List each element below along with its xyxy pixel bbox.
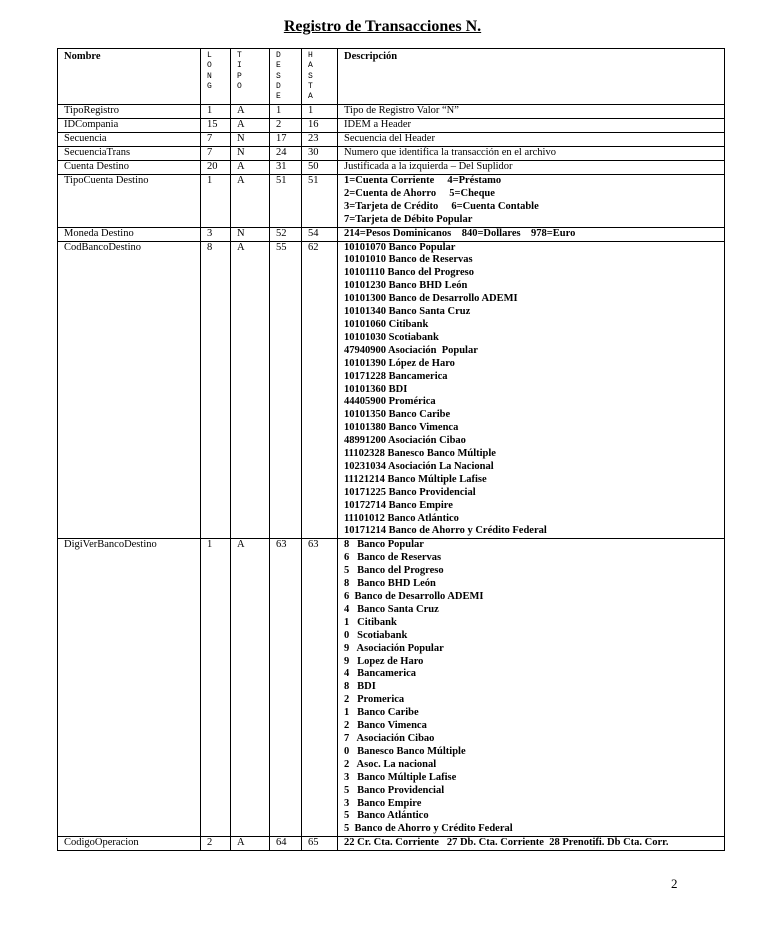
description-line: 8 Banco Popular	[344, 539, 424, 551]
description-line: 10101060 Citibank	[344, 318, 429, 330]
field-spec-table	[57, 48, 725, 851]
hasta-cell: 62	[302, 241, 338, 539]
page-number: 2	[671, 876, 678, 891]
field-name-cell: CodBancoDestino	[58, 241, 201, 539]
header-tipo	[231, 49, 270, 105]
header-hasta-letter: S	[308, 71, 313, 81]
field-name-cell: TipoRegistro	[58, 105, 201, 119]
description-line: 2=Cuenta de Ahorro 5=Cheque	[344, 187, 495, 199]
header-desde-letter: E	[276, 92, 281, 102]
description-line: 10101340 Banco Santa Cruz	[344, 306, 471, 318]
desde-cell: 55	[270, 241, 302, 539]
description-line: 3=Tarjeta de Crédito 6=Cuenta Contable	[344, 200, 539, 212]
description-line: 9 Lopez de Haro	[344, 655, 424, 667]
table-row	[58, 837, 725, 851]
description-line: 1 Citibank	[344, 616, 397, 628]
header-long-letter: O	[207, 61, 212, 71]
header-desde-letter: S	[276, 71, 281, 81]
description-cell	[338, 105, 725, 119]
tipo-cell: N	[231, 147, 270, 161]
table-body	[58, 105, 725, 851]
description-line: Numero que identifica la transacción en el archivo	[344, 147, 556, 159]
description-line: 4 Banco Santa Cruz	[344, 603, 439, 615]
long-cell: 15	[201, 119, 231, 133]
tipo-cell: A	[231, 119, 270, 133]
description-line: 4 Bancamerica	[344, 668, 417, 680]
description-line: 5 Banco de Ahorro y Crédito Federal	[344, 823, 513, 835]
desde-cell: 24	[270, 147, 302, 161]
header-long-letters	[207, 51, 230, 92]
long-cell: 1	[201, 175, 231, 228]
long-cell: 3	[201, 227, 231, 241]
description-line: 6 Banco de Desarrollo ADEMI	[344, 591, 484, 603]
header-desde-letter: E	[276, 61, 281, 71]
description-line: 214=Pesos Dominicanos 840=Dollares 978=Euro	[344, 227, 576, 239]
description-line: 48991200 Asociación Cibao	[344, 435, 466, 447]
long-cell: 2	[201, 837, 231, 851]
description-line: 10101300 Banco de Desarrollo ADEMI	[344, 293, 518, 305]
table-row	[58, 175, 725, 228]
table-header-row	[58, 49, 725, 105]
description-line: 2 Promerica	[344, 694, 405, 706]
description-line: 9 Asociación Popular	[344, 642, 444, 654]
field-name-cell: CodigoOperacion	[58, 837, 201, 851]
description-line: 10101360 BDI	[344, 383, 408, 395]
header-hasta-letter: H	[308, 51, 313, 60]
long-cell: 20	[201, 161, 231, 175]
desde-cell: 17	[270, 133, 302, 147]
hasta-cell: 51	[302, 175, 338, 228]
description-line: Tipo de Registro Valor “N”	[344, 105, 459, 117]
long-cell: 7	[201, 133, 231, 147]
field-name-cell: SecuenciaTrans	[58, 147, 201, 161]
description-line: 10171225 Banco Providencial	[344, 486, 476, 498]
header-desde-letters	[276, 51, 301, 102]
long-cell: 1	[201, 105, 231, 119]
field-name-cell: IDCompania	[58, 119, 201, 133]
field-name-cell: Moneda Destino	[58, 227, 201, 241]
header-hasta	[302, 49, 338, 105]
table-row	[58, 119, 725, 133]
hasta-cell: 16	[302, 119, 338, 133]
header-hasta-letter: T	[308, 81, 313, 91]
desde-cell: 63	[270, 539, 302, 837]
description-line: 2 Banco Vimenca	[344, 720, 427, 732]
description-line: 7 Asociación Cibao	[344, 732, 435, 744]
description-line: 1 Banco Caribe	[344, 707, 419, 719]
desde-cell: 64	[270, 837, 302, 851]
description-cell	[338, 175, 725, 228]
description-line: 10172714 Banco Empire	[344, 499, 453, 511]
field-name-cell: Secuencia	[58, 133, 201, 147]
table-row	[58, 105, 725, 119]
header-hasta-letter: A	[308, 92, 313, 102]
description-cell	[338, 539, 725, 837]
hasta-cell: 65	[302, 837, 338, 851]
description-line: 5 Banco Atlántico	[344, 810, 429, 822]
description-line: 10101110 Banco del Progreso	[344, 267, 474, 279]
field-name-cell: TipoCuenta Destino	[58, 175, 201, 228]
description-line: 3 Banco Múltiple Lafise	[344, 771, 457, 783]
description-line: 3 Banco Empire	[344, 797, 422, 809]
description-line: 10101010 Banco de Reservas	[344, 254, 473, 266]
document-title	[0, 18, 765, 36]
desde-cell: 52	[270, 227, 302, 241]
table-row	[58, 539, 725, 837]
header-hasta-letters	[308, 51, 337, 102]
tipo-cell: N	[231, 133, 270, 147]
description-cell	[338, 837, 725, 851]
header-hasta-letter: A	[308, 61, 313, 71]
tipo-cell: N	[231, 227, 270, 241]
long-cell: 8	[201, 241, 231, 539]
tipo-cell: A	[231, 539, 270, 837]
hasta-cell: 50	[302, 161, 338, 175]
tipo-cell: A	[231, 175, 270, 228]
header-tipo-letter: P	[237, 71, 242, 81]
description-line: 5 Banco del Progreso	[344, 565, 444, 577]
table-row	[58, 147, 725, 161]
header-tipo-letter: T	[237, 51, 242, 60]
header-desde	[270, 49, 302, 105]
description-line: 10171228 Bancamerica	[344, 370, 448, 382]
header-nombre: Nombre	[58, 49, 201, 105]
desde-cell: 1	[270, 105, 302, 119]
description-line: 8 Banco BHD León	[344, 578, 436, 590]
tipo-cell: A	[231, 241, 270, 539]
table-row	[58, 227, 725, 241]
long-cell: 1	[201, 539, 231, 837]
description-cell	[338, 147, 725, 161]
description-line: 8 BDI	[344, 681, 376, 693]
hasta-cell: 1	[302, 105, 338, 119]
table-row	[58, 161, 725, 175]
header-tipo-letter: O	[237, 81, 242, 91]
description-line: Justificada a la izquierda – Del Suplidor	[344, 161, 513, 173]
description-line: 0 Scotiabank	[344, 629, 408, 641]
field-name-cell: Cuenta Destino	[58, 161, 201, 175]
description-line: 10101350 Banco Caribe	[344, 409, 451, 421]
description-cell	[338, 241, 725, 539]
tipo-cell: A	[231, 105, 270, 119]
desde-cell: 2	[270, 119, 302, 133]
description-line: 7=Tarjeta de Débito Popular	[344, 213, 473, 225]
hasta-cell: 23	[302, 133, 338, 147]
description-line: 6 Banco de Reservas	[344, 552, 442, 564]
header-long-letter: L	[207, 51, 212, 60]
description-cell	[338, 227, 725, 241]
hasta-cell: 30	[302, 147, 338, 161]
header-long	[201, 49, 231, 105]
description-line: 1=Cuenta Corriente 4=Préstamo	[344, 175, 502, 187]
description-cell	[338, 133, 725, 147]
description-cell	[338, 119, 725, 133]
desde-cell: 51	[270, 175, 302, 228]
description-line: 11101012 Banco Atlántico	[344, 512, 459, 524]
description-line: IDEM a Header	[344, 119, 412, 131]
hasta-cell: 63	[302, 539, 338, 837]
description-line: 2 Asoc. La nacional	[344, 758, 437, 770]
description-line: 0 Banesco Banco Múltiple	[344, 745, 466, 757]
header-tipo-letter: I	[237, 61, 242, 71]
description-line: 10101230 Banco BHD León	[344, 280, 468, 292]
description-line: 10231034 Asociación La Nacional	[344, 460, 494, 472]
description-cell	[338, 161, 725, 175]
desde-cell: 31	[270, 161, 302, 175]
description-line: 47940900 Asociación Popular	[344, 344, 478, 356]
description-line: 11102328 Banesco Banco Múltiple	[344, 448, 496, 460]
description-line: 44405900 Promérica	[344, 396, 436, 408]
long-cell: 7	[201, 147, 231, 161]
description-line: 10101380 Banco Vimenca	[344, 422, 459, 434]
description-line: 5 Banco Providencial	[344, 784, 445, 796]
hasta-cell: 54	[302, 227, 338, 241]
description-line: 22 Cr. Cta. Corriente 27 Db. Cta. Corriente 28 Prenotifi. Db Cta. Corr.	[344, 837, 669, 849]
description-line: Secuencia del Header	[344, 133, 435, 145]
tipo-cell: A	[231, 837, 270, 851]
tipo-cell: A	[231, 161, 270, 175]
document-title-text: Registro de Transacciones N.	[283, 18, 482, 35]
header-long-letter: G	[207, 81, 212, 91]
description-line: 10101390 López de Haro	[344, 357, 455, 369]
header-desde-letter: D	[276, 81, 281, 91]
description-line: 10101030 Scotiabank	[344, 331, 439, 343]
description-line: 10171214 Banco de Ahorro y Crédito Federal	[344, 525, 547, 537]
header-desde-letter: D	[276, 51, 281, 60]
header-descripcion: Descripción	[338, 49, 725, 105]
description-line: 10101070 Banco Popular	[344, 241, 456, 253]
header-long-letter: N	[207, 71, 212, 81]
description-line: 11121214 Banco Múltiple Lafise	[344, 473, 487, 485]
field-name-cell: DigiVerBancoDestino	[58, 539, 201, 837]
table-row	[58, 133, 725, 147]
table-row	[58, 241, 725, 539]
header-tipo-letters	[237, 51, 269, 92]
